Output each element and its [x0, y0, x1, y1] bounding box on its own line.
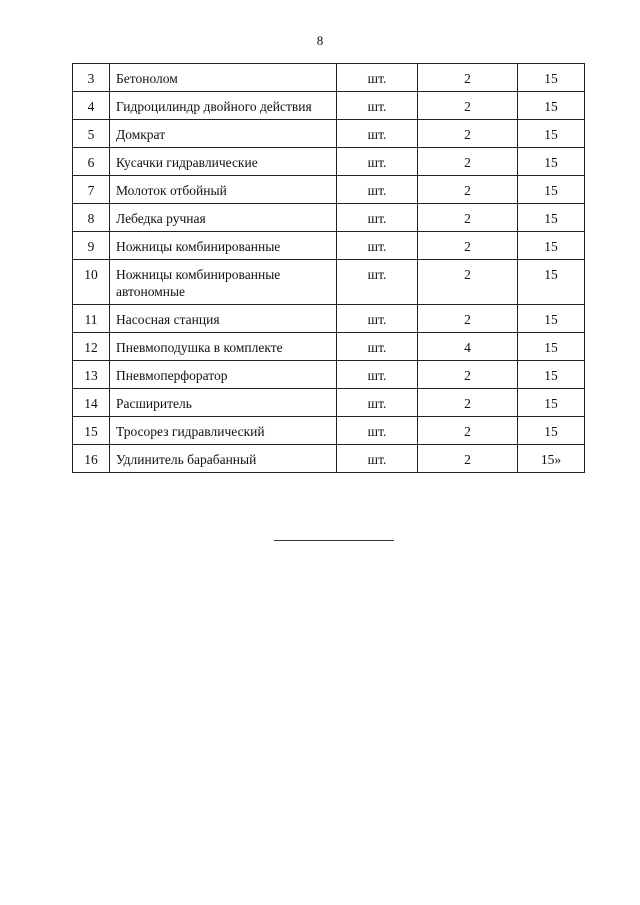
quantity-cell: 2	[418, 260, 518, 305]
unit-cell: шт.	[337, 305, 418, 333]
table-row	[73, 361, 585, 389]
service-life-cell: 15	[518, 389, 585, 417]
row-number-cell: 9	[73, 232, 110, 260]
table-row	[73, 120, 585, 148]
service-life-cell: 15	[518, 148, 585, 176]
table-row	[73, 417, 585, 445]
item-name-cell: Бетонолом	[110, 64, 337, 92]
item-name-cell: Молоток отбойный	[110, 176, 337, 204]
service-life-cell: 15	[518, 361, 585, 389]
service-life-cell: 15	[518, 204, 585, 232]
row-number-cell: 16	[73, 445, 110, 473]
item-name-cell: Удлинитель барабанный	[110, 445, 337, 473]
unit-cell: шт.	[337, 148, 418, 176]
row-number-cell: 4	[73, 92, 110, 120]
quantity-cell: 2	[418, 389, 518, 417]
table-row	[73, 92, 585, 120]
row-number-cell: 3	[73, 64, 110, 92]
quantity-cell: 2	[418, 361, 518, 389]
quantity-cell: 2	[418, 64, 518, 92]
row-number-cell: 15	[73, 417, 110, 445]
table-row	[73, 445, 585, 473]
item-name-cell: Пневмоподушка в комплекте	[110, 333, 337, 361]
service-life-cell: 15»	[518, 445, 585, 473]
row-number-cell: 5	[73, 120, 110, 148]
table-row	[73, 305, 585, 333]
quantity-cell: 2	[418, 305, 518, 333]
item-name-cell: Лебедка ручная	[110, 204, 337, 232]
quantity-cell: 2	[418, 92, 518, 120]
item-name-cell: Гидроцилиндр двойного действия	[110, 92, 337, 120]
page-number: 8	[316, 33, 324, 48]
row-number-cell: 13	[73, 361, 110, 389]
row-number-cell: 10	[73, 260, 110, 305]
unit-cell: шт.	[337, 120, 418, 148]
table-row	[73, 204, 585, 232]
service-life-cell: 15	[518, 120, 585, 148]
service-life-cell: 15	[518, 92, 585, 120]
unit-cell: шт.	[337, 176, 418, 204]
service-life-cell: 15	[518, 417, 585, 445]
item-name-cell: Ножницы комбинированные автономные	[110, 260, 337, 305]
quantity-cell: 2	[418, 148, 518, 176]
item-name-cell: Расширитель	[110, 389, 337, 417]
row-number-cell: 6	[73, 148, 110, 176]
unit-cell: шт.	[337, 232, 418, 260]
item-name-cell: Тросорез гидравлический	[110, 417, 337, 445]
row-number-cell: 11	[73, 305, 110, 333]
quantity-cell: 2	[418, 176, 518, 204]
row-number-cell: 8	[73, 204, 110, 232]
item-name-cell: Насосная станция	[110, 305, 337, 333]
quantity-cell: 4	[418, 333, 518, 361]
table-row	[73, 389, 585, 417]
table-row	[73, 148, 585, 176]
unit-cell: шт.	[337, 445, 418, 473]
unit-cell: шт.	[337, 260, 418, 305]
unit-cell: шт.	[337, 417, 418, 445]
unit-cell: шт.	[337, 204, 418, 232]
service-life-cell: 15	[518, 232, 585, 260]
quantity-cell: 2	[418, 417, 518, 445]
item-name-cell: Пневмоперфоратор	[110, 361, 337, 389]
table-row	[73, 260, 585, 305]
quantity-cell: 2	[418, 232, 518, 260]
service-life-cell: 15	[518, 64, 585, 92]
row-number-cell: 14	[73, 389, 110, 417]
unit-cell: шт.	[337, 389, 418, 417]
table-row	[73, 176, 585, 204]
table-row	[73, 333, 585, 361]
table-row	[73, 232, 585, 260]
end-rule	[274, 540, 394, 541]
service-life-cell: 15	[518, 333, 585, 361]
table-row	[73, 64, 585, 92]
service-life-cell: 15	[518, 176, 585, 204]
item-name-cell: Кусачки гидравлические	[110, 148, 337, 176]
item-name-cell: Домкрат	[110, 120, 337, 148]
item-name-cell: Ножницы комбинированные	[110, 232, 337, 260]
quantity-cell: 2	[418, 445, 518, 473]
row-number-cell: 7	[73, 176, 110, 204]
equipment-table	[72, 63, 585, 473]
unit-cell: шт.	[337, 333, 418, 361]
table-body	[73, 64, 585, 473]
service-life-cell: 15	[518, 260, 585, 305]
quantity-cell: 2	[418, 204, 518, 232]
unit-cell: шт.	[337, 92, 418, 120]
quantity-cell: 2	[418, 120, 518, 148]
unit-cell: шт.	[337, 64, 418, 92]
service-life-cell: 15	[518, 305, 585, 333]
unit-cell: шт.	[337, 361, 418, 389]
row-number-cell: 12	[73, 333, 110, 361]
